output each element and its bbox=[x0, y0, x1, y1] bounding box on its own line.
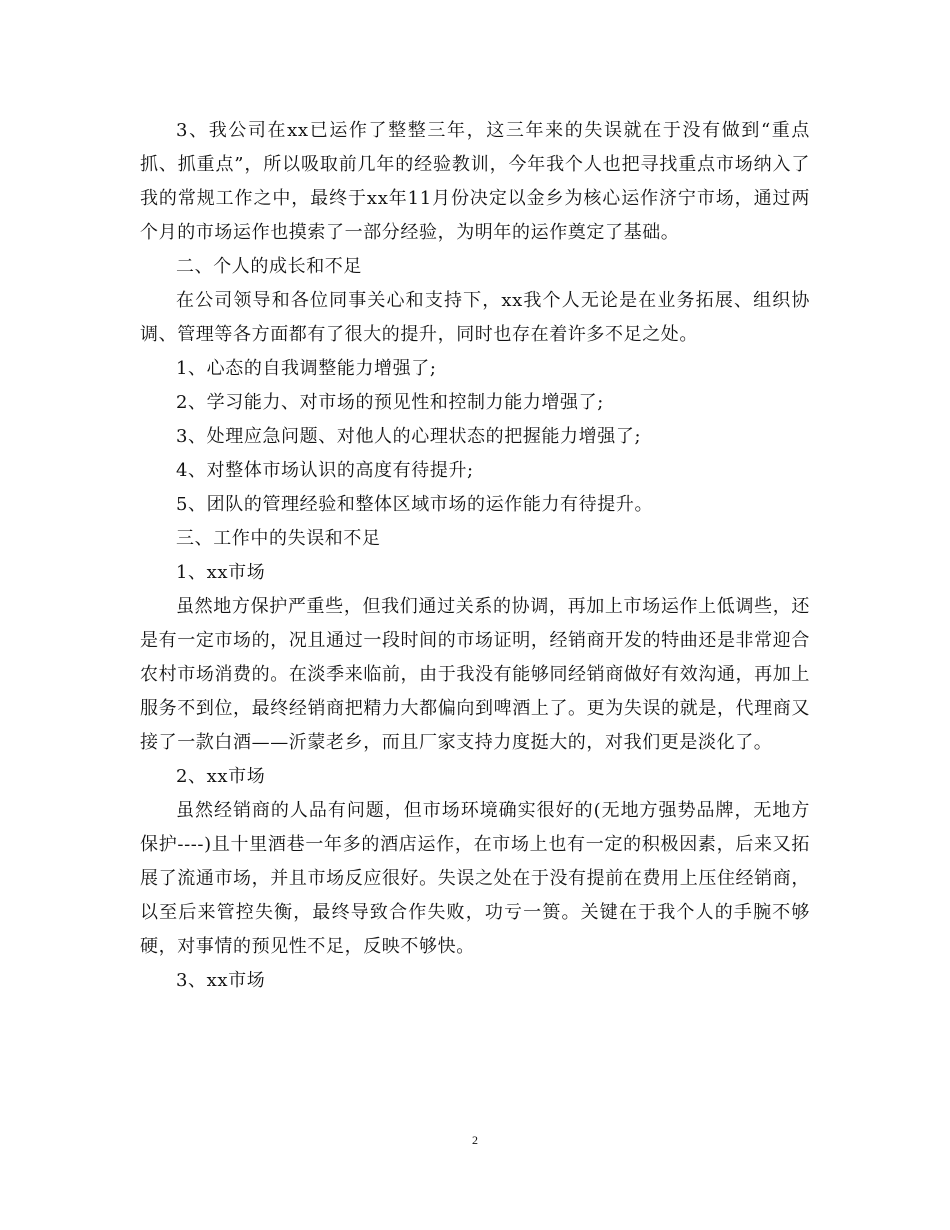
paragraph-point-3-focus: 3、我公司在xx已运作了整整三年，这三年来的失误就在于没有做到“重点抓、抓重点”，所以吸取前几年的经验教训，今年我个人也把寻找重点市场纳入了我的常规工作之中，最终于xx年11月份决定以金乡为核心运作济宁市场，通过两个月的市场运作也摸索了一部分经验，为明年的运作奠定了基础。 bbox=[140, 120, 810, 243]
list-item-team-management: 5、团队的管理经验和整体区域市场的运作能力有待提升。 bbox=[176, 494, 654, 515]
paragraph-market-1: 虽然地方保护严重些，但我们通过关系的协调，再加上市场运作上低调些，还是有一定市场的，况且通过一段时间的市场证明，经销商开发的特曲还是非常迎合农村市场消费的。在淡季来临前，由于我没有能够同经销商做好有效沟通，再加上服务不到位，最终经销商把精力大都偏向到啤酒上了。更为失误的就是，代理商又接了一款白酒——沂蒙老乡，而且厂家支持力度挺大的，对我们更是淡化了。 bbox=[140, 596, 810, 753]
page-number: 2 bbox=[472, 1133, 478, 1147]
paragraph-market-2: 虽然经销商的人品有问题，但市场环境确实很好的(无地方强势品牌，无地方保护----)且十里酒巷一年多的酒店运作，在市场上也有一定的积极因素，后来又拓展了流通市场，并且市场反应很好。失误之处在于没有提前在费用上压住经销商，以至后来管控失衡，最终导致合作失败，功亏一篑。关键在于我个人的手腕不够硬，对事情的预见性不足，反映不够快。 bbox=[140, 800, 810, 957]
list-item-learning-ability: 2、学习能力、对市场的预见性和控制力能力增强了; bbox=[176, 392, 604, 413]
section-heading-personal-growth: 二、个人的成长和不足 bbox=[176, 256, 362, 277]
list-item-mindset: 1、心态的自我调整能力增强了; bbox=[176, 358, 437, 379]
subheading-market-1: 1、xx市场 bbox=[176, 562, 266, 583]
paragraph-personal-growth-intro: 在公司领导和各位同事关心和支持下，xx我个人无论是在业务拓展、组织协调、管理等各方面都有了很大的提升，同时也存在着许多不足之处。 bbox=[140, 290, 810, 345]
document-body bbox=[140, 114, 810, 998]
subheading-market-2: 2、xx市场 bbox=[176, 766, 266, 787]
subheading-market-3: 3、xx市场 bbox=[176, 970, 266, 991]
list-item-emergency-handling: 3、处理应急问题、对他人的心理状态的把握能力增强了; bbox=[176, 426, 642, 447]
section-heading-mistakes: 三、工作中的失误和不足 bbox=[176, 528, 381, 549]
list-item-market-understanding: 4、对整体市场认识的高度有待提升; bbox=[176, 460, 474, 481]
